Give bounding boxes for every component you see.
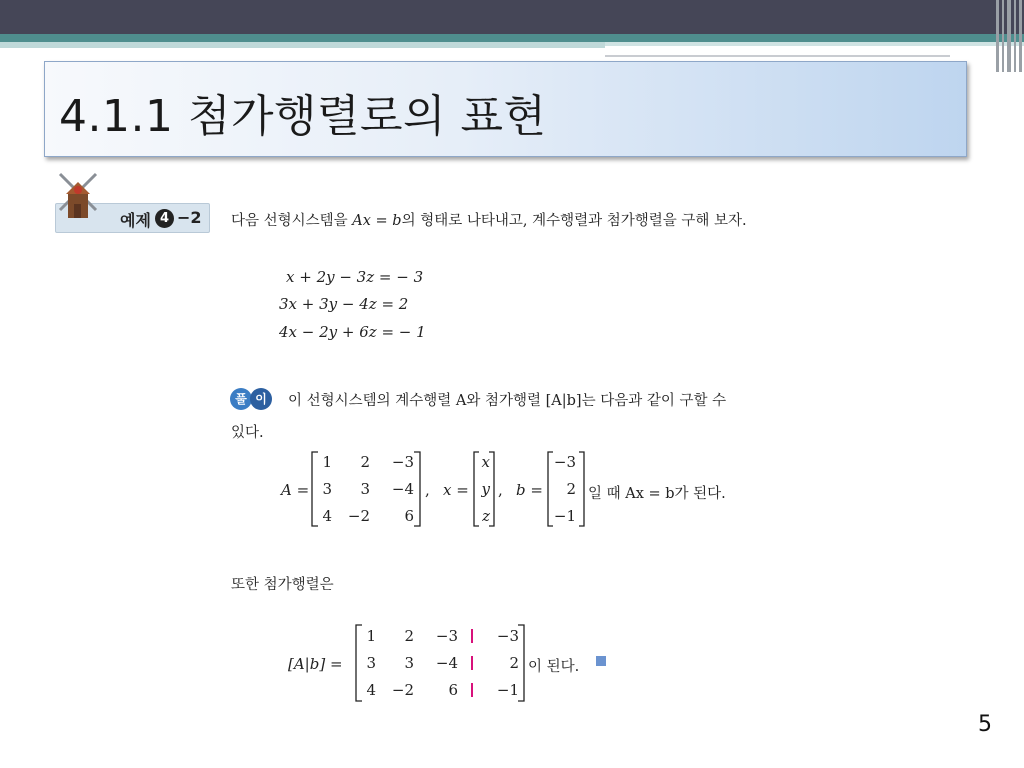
title-box	[44, 61, 967, 157]
equation-3: 4x − 2y + 6z = − 1	[279, 323, 426, 341]
solution-line-2: 있다.	[231, 425, 264, 441]
matrix-a-cell: 6	[404, 507, 414, 525]
vector-b-cell: 2	[566, 480, 576, 498]
augmented-conclusion: 이 된다.	[528, 659, 580, 675]
matrix-a-label: A =	[281, 481, 310, 499]
solution-badge-2: 이	[250, 388, 272, 410]
vector-b-cell: −1	[553, 507, 576, 525]
augmented-cell: 6	[448, 681, 458, 699]
example-label: 예제	[120, 211, 151, 230]
example-suffix: −2	[177, 208, 202, 227]
teal-bar	[0, 34, 1024, 42]
page-number: 5	[978, 712, 992, 737]
matrix-a-cell: 4	[322, 507, 332, 525]
equation-1: x + 2y − 3z = − 3	[286, 268, 424, 286]
vector-x-cell: x	[481, 453, 490, 471]
vector-x-cell: z	[482, 507, 490, 525]
equation-2: 3x + 3y − 4z = 2	[279, 295, 409, 313]
example-number: 4	[155, 209, 174, 228]
augmented-cell: 2	[404, 627, 414, 645]
augmented-cell: −4	[435, 654, 458, 672]
top-bar	[0, 0, 1024, 34]
augmented-cell: −3	[496, 627, 519, 645]
matrix-a-cell: −4	[391, 480, 414, 498]
end-of-proof-icon	[596, 656, 606, 666]
teal-light-bar	[0, 42, 605, 48]
matrix-a-cell: −2	[347, 507, 370, 525]
augmented-cell: 1	[366, 627, 376, 645]
teal-thin-bar	[605, 42, 1024, 46]
augmented-intro: 또한 첨가행렬은	[231, 577, 334, 593]
augmented-cell: 3	[366, 654, 376, 672]
slide-title: 4.1.1 첨가행렬로의 표현	[59, 91, 547, 142]
solution-badge	[230, 388, 272, 410]
augment-separator	[471, 629, 473, 643]
augment-separator	[471, 656, 473, 670]
augment-separator	[471, 683, 473, 697]
augmented-cell: −1	[496, 681, 519, 699]
solution-badge-1: 풀	[230, 388, 252, 410]
comma: ,	[498, 481, 503, 499]
corner-stripes	[994, 0, 1024, 72]
solution-line-1: 이 선형시스템의 계수행렬 A와 첨가행렬 [A|b]는 다음과 같이 구할 수	[288, 393, 727, 409]
vector-b-cell: −3	[553, 453, 576, 471]
vector-b-label: b =	[516, 481, 543, 499]
vector-x-label: x =	[443, 481, 469, 499]
comma: ,	[425, 481, 430, 499]
augmented-cell: −3	[435, 627, 458, 645]
gray-line	[605, 55, 950, 57]
augmented-cell: 3	[404, 654, 414, 672]
matrix-a-cell: 3	[360, 480, 370, 498]
augmented-cell: 2	[509, 654, 519, 672]
matrix-a-cell: 3	[322, 480, 332, 498]
matrices-conclusion: 일 때 Ax = b가 된다.	[588, 486, 726, 502]
vector-x-cell: y	[481, 480, 490, 498]
matrix-a-cell: −3	[391, 453, 414, 471]
example-statement: 다음 선형시스템을 Ax = b의 형태로 나타내고, 계수행렬과 첨가행렬을 구해 보자.	[231, 213, 747, 229]
windmill-icon	[52, 168, 110, 224]
matrix-a-cell: 2	[360, 453, 370, 471]
augmented-cell: −2	[391, 681, 414, 699]
augmented-label: [A|b] =	[288, 655, 343, 673]
matrix-a-cell: 1	[322, 453, 332, 471]
augmented-cell: 4	[366, 681, 376, 699]
